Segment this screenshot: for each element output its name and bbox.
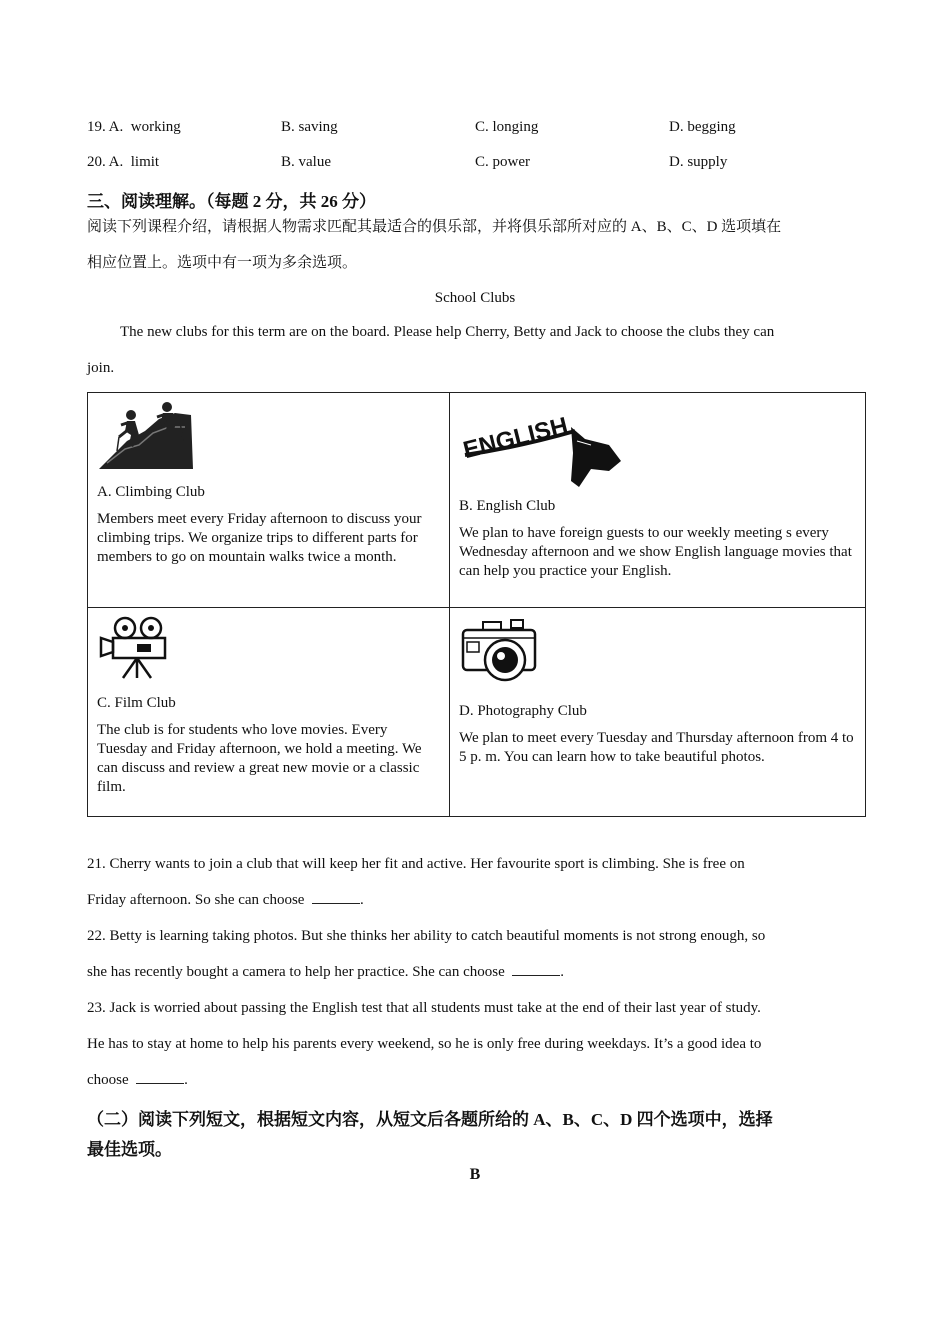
- part-2-title-line-1: （二）阅读下列短文，根据短文内容，从短文后各题所给的 A、B、C、D 四个选项中，选择: [87, 1110, 773, 1129]
- mcq-19-c: C. longing: [475, 119, 539, 135]
- mcq-20-c: C. power: [475, 154, 530, 170]
- question-21-line-1: 21. Cherry wants to join a club that will keep her fit and active. Her favourite sport is climbing. She is free on: [87, 856, 745, 872]
- mcq-20-b: B. value: [281, 154, 331, 170]
- club-name-english: B. English Club: [459, 498, 556, 514]
- passage-title: School Clubs: [434, 290, 516, 306]
- club-cell-film: [88, 608, 450, 817]
- part-2-title-line-2: 最佳选项。: [87, 1140, 172, 1159]
- answer-blank-23[interactable]: [136, 1069, 184, 1084]
- mcq-19-d: D. begging: [669, 119, 736, 135]
- question-23: [87, 990, 877, 1098]
- club-desc-climbing: Members meet every Friday afternoon to discuss your climbing trips. We organize trips to different parts for members to go on mountain walks twice a month.: [97, 511, 422, 565]
- mcq-19-a: 19. A. working: [87, 119, 181, 135]
- club-name-film: C. Film Club: [97, 695, 176, 711]
- mcq-20-a: 20. A. limit: [87, 154, 160, 170]
- mcq-row-20: [0, 154, 950, 174]
- question-23-line-1: 23. Jack is worried about passing the English test that all students must take at the end of their last year of study.: [87, 1000, 761, 1016]
- mcq-row-19: [0, 119, 950, 139]
- question-22: [87, 918, 877, 990]
- question-21-line-2: Friday afternoon. So she can choose .: [87, 882, 877, 918]
- section-3-instructions: [87, 209, 877, 281]
- club-cell-photography: [450, 608, 866, 817]
- climbing-icon: [97, 401, 195, 471]
- film-camera-icon: [97, 616, 173, 680]
- question-22-line-1: 22. Betty is learning taking photos. But she thinks her ability to catch beautiful moments is not strong enough, so: [87, 928, 766, 944]
- club-desc-film: The club is for students who love movies. Every Tuesday and Friday afternoon, we hold a meeting. We can discuss and review a great new movie or a classic film.: [97, 722, 422, 795]
- section-3-title: 三、阅读理解。（每题 2 分，共 26 分）: [87, 192, 376, 211]
- instructions-line-2: 相应位置上。选项中有一项为多余选项。: [87, 255, 358, 271]
- clubs-table: [87, 392, 866, 817]
- passage-label-b: B: [469, 1166, 481, 1183]
- club-cell-climbing: [88, 393, 450, 608]
- passage-intro: [87, 314, 877, 386]
- club-name-photography: D. Photography Club: [459, 703, 587, 719]
- intro-line-2: join.: [87, 360, 115, 376]
- english-logo-text: ENGLISH: [460, 412, 571, 465]
- club-desc-english: We plan to have foreign guests to our weekly meeting s every Wednesday afternoon and we show English language movies that can help you practice your English.: [459, 525, 852, 579]
- mcq-19-b: B. saving: [281, 119, 338, 135]
- photo-camera-icon: [459, 616, 541, 686]
- question-22-line-2: she has recently bought a camera to help her practice. She can choose .: [87, 954, 877, 990]
- club-desc-photography: We plan to meet every Tuesday and Thursday afternoon from 4 to 5 p. m. You can learn how to take beautiful photos.: [459, 730, 854, 765]
- instructions-line-1: 阅读下列课程介绍，请根据人物需求匹配其最适合的俱乐部，并将俱乐部所对应的 A、B、C、D 选项填在: [87, 219, 782, 235]
- english-icon: [459, 401, 629, 489]
- question-23-line-2: He has to stay at home to help his parents every weekend, so he is only free during weekdays. It’s a good idea to: [87, 1036, 762, 1052]
- intro-line-1: The new clubs for this term are on the board. Please help Cherry, Betty and Jack to choose the clubs they can: [120, 324, 775, 340]
- answer-blank-21[interactable]: [312, 889, 360, 904]
- part-2-title: [87, 1105, 877, 1165]
- answer-blank-22[interactable]: [512, 961, 560, 976]
- mcq-20-d: D. supply: [669, 154, 728, 170]
- club-name-climbing: A. Climbing Club: [97, 484, 205, 500]
- question-23-line-3: choose .: [87, 1062, 877, 1098]
- club-cell-english: [450, 393, 866, 608]
- question-21: [87, 846, 877, 918]
